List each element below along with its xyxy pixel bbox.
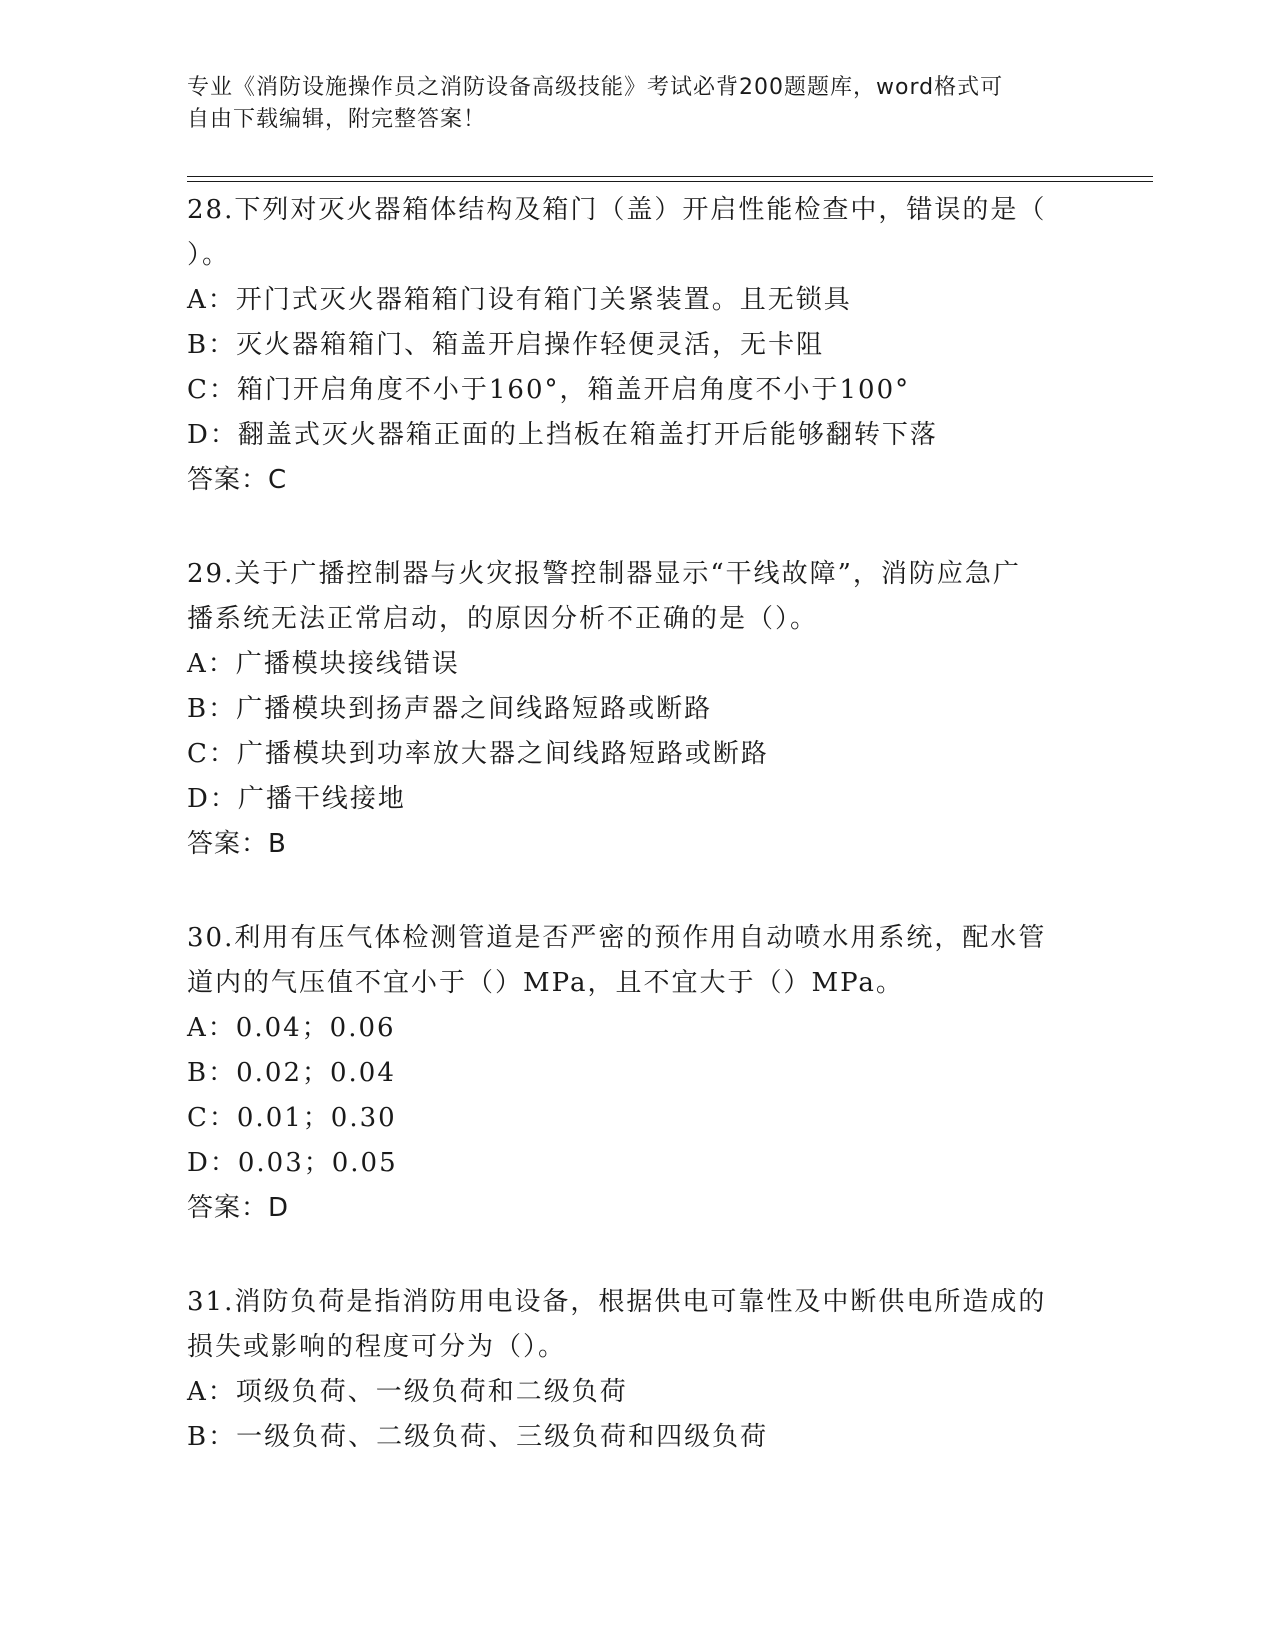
question-31 [187, 1280, 1067, 1460]
option-d: D：0.03；0.05 [187, 1148, 398, 1178]
answer: 答案：B [187, 829, 287, 859]
header-line-1: 专业《消防设施操作员之消防设备高级技能》考试必背200题题库，word格式可 [187, 75, 1004, 100]
option-b: B：0.02；0.04 [187, 1058, 396, 1088]
question-stem [187, 916, 1067, 1006]
question-29 [187, 552, 1067, 867]
question-stem-line: 29.关于广播控制器与火灾报警控制器显示“干线故障”，消防应急广 [187, 559, 1021, 589]
option-b: B：一级负荷、二级负荷、三级负荷和四级负荷 [187, 1422, 769, 1452]
header-line-2: 自由下载编辑，附完整答案！ [187, 107, 487, 132]
question-stem-line: 道内的气压值不宜小于（）MPa，且不宜大于（）MPa。 [187, 968, 904, 998]
option-a: A：项级负荷、一级负荷和二级负荷 [187, 1377, 628, 1407]
question-list [187, 188, 1067, 1460]
question-stem-line: ）。 [187, 240, 231, 270]
question-stem-line: 28.下列对灭火器箱体结构及箱门（盖）开启性能检查中，错误的是（ [187, 195, 1047, 225]
option-a: A：开门式灭火器箱箱门设有箱门关紧装置。且无锁具 [187, 285, 852, 315]
option-c: C：0.01；0.30 [187, 1103, 397, 1133]
option-d: D：翻盖式灭火器箱正面的上挡板在箱盖打开后能够翻转下落 [187, 420, 938, 450]
question-stem-line: 31.消防负荷是指消防用电设备，根据供电可靠性及中断供电所造成的 [187, 1287, 1047, 1317]
question-30 [187, 916, 1067, 1231]
option-d: D：广播干线接地 [187, 784, 406, 814]
question-stem [187, 1280, 1067, 1370]
option-b: B：广播模块到扬声器之间线路短路或断路 [187, 694, 713, 724]
question-stem [187, 552, 1067, 642]
header-divider-bottom [187, 181, 1153, 182]
answer: 答案：D [187, 1193, 290, 1223]
option-b: B：灭火器箱箱门、箱盖开启操作轻便灵活，无卡阻 [187, 330, 825, 360]
question-stem [187, 188, 1067, 278]
option-c: C：广播模块到功率放大器之间线路短路或断路 [187, 739, 769, 769]
header-divider-top [187, 176, 1153, 177]
question-stem-line: 30.利用有压气体检测管道是否严密的预作用自动喷水用系统，配水管 [187, 923, 1047, 953]
question-28 [187, 188, 1067, 503]
question-stem-line: 损失或影响的程度可分为（）。 [187, 1332, 567, 1362]
option-a: A：广播模块接线错误 [187, 649, 460, 679]
document-header [187, 72, 1077, 136]
answer: 答案：C [187, 465, 288, 495]
question-stem-line: 播系统无法正常启动，的原因分析不正确的是（）。 [187, 604, 819, 634]
option-c: C：箱门开启角度不小于160°，箱盖开启角度不小于100° [187, 375, 911, 405]
option-a: A：0.04；0.06 [187, 1013, 396, 1043]
